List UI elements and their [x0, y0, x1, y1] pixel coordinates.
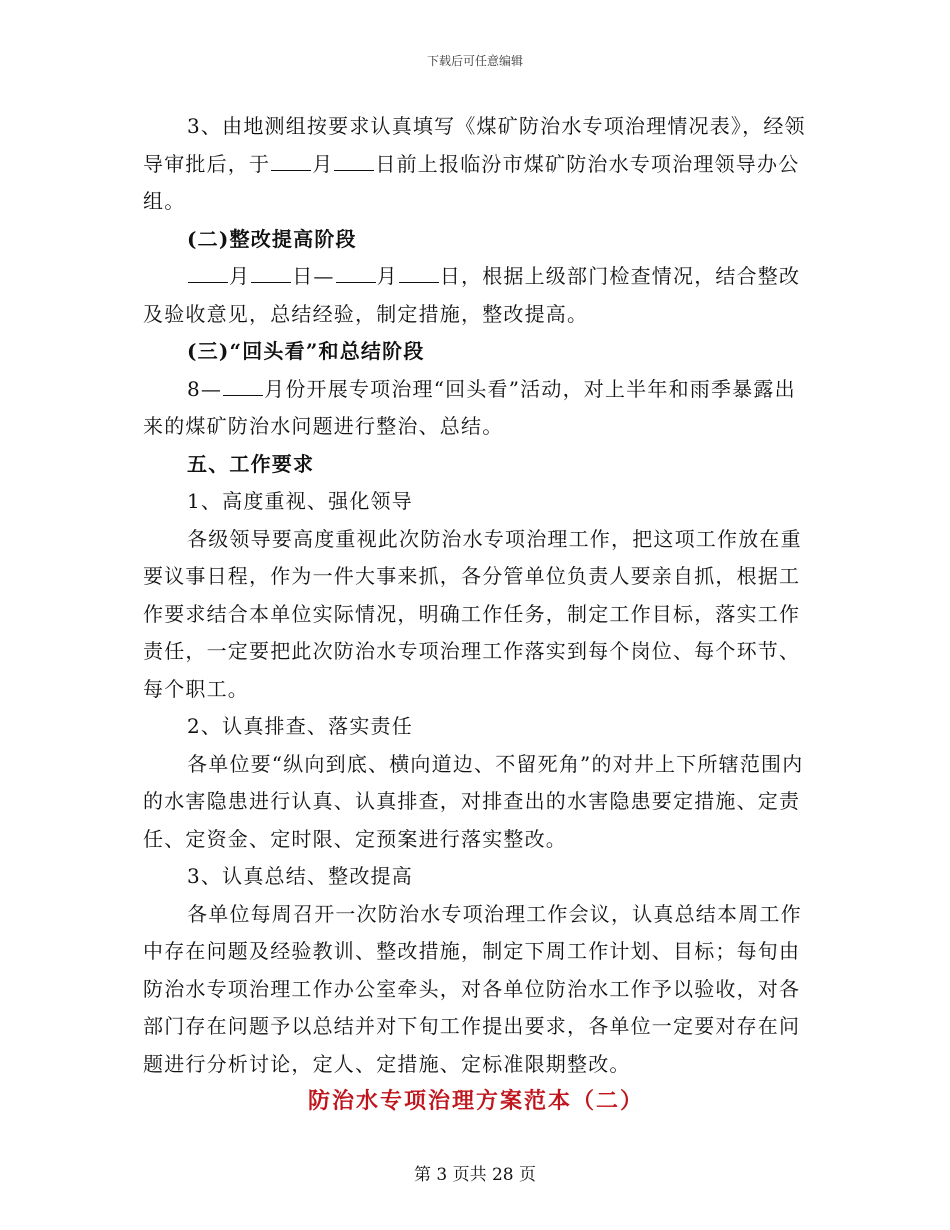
subheading-inspection: 2、认真排查、落实责任: [187, 714, 413, 738]
paragraph-text: 日前上报临汾市煤矿防治水专项治理领导办公组。: [143, 151, 800, 213]
paragraph-leadership: 各级领导要高度重视此次防治水专项治理工作，把这项工作放在重要议事日程，作为一件大事来抓，各分管单位负责人要亲自抓，根据工作要求结合本单位实际情况，明确工作任务，制定工作目标，落实工作责任，一定要把此次防治水专项治理工作落实到每个岗位、每个环节、每个职工。: [143, 526, 802, 701]
fill-blank: [271, 169, 311, 171]
section-heading-review: (三)“回头看”和总结阶段: [187, 339, 425, 363]
paragraph-rectification: [143, 258, 809, 333]
paragraph-text: 日—: [292, 264, 335, 288]
fill-blank: [336, 281, 376, 283]
subheading-leadership: 1、高度重视、强化领导: [187, 489, 413, 513]
section-title: 防治水专项治理方案范本（二）: [307, 1088, 644, 1114]
fill-blank: [223, 394, 263, 396]
fill-blank: [399, 281, 439, 283]
paragraph-text: 月: [229, 264, 251, 288]
paragraph-item-3: [143, 108, 809, 221]
paragraph-summary: 各单位每周召开一次防治水专项治理工作会议，认真总结本周工作中存在问题及经验教训、整改措施，制定下周工作计划、目标；每旬由防治水专项治理工作办公室牵头，对各单位防治水工作予以验收，对各部门存在问题予以总结并对下旬工作提出要求，各单位一定要对存在问题进行分析讨论，定人、定措施、定标准限期整改。: [143, 901, 802, 1076]
paragraph-inspection: 各单位要“纵向到底、横向道边、不留死角”的对井上下所辖范围内的水害隐患进行认真、认真排查，对排查出的水害隐患要定措施、定责任、定资金、定时限、定预案进行落实整改。: [143, 751, 804, 851]
section-heading-requirements: 五、工作要求: [187, 451, 315, 476]
document-body: [143, 108, 809, 1121]
fill-blank: [251, 281, 291, 283]
fill-blank: [334, 169, 374, 171]
header-note: 下载后可任意编辑: [426, 54, 523, 68]
paragraph-text: 月: [376, 264, 398, 288]
section-heading-rectification: (二)整改提高阶段: [187, 226, 357, 251]
fill-blank: [188, 281, 228, 283]
page-footer: 第 3 页共 28 页: [413, 1165, 537, 1185]
paragraph-text: 月: [312, 151, 334, 176]
paragraph-text: 日，根据上级部门检查情况，结合整改及验收意见，总结经验，制定措施，整改提高。: [143, 264, 801, 326]
paragraph-text: 月份开展专项治理“回头看”活动，对上半年和雨季暴露出来的煤矿防治水问题进行整治、总结。: [143, 376, 796, 438]
paragraph-text: 8—: [187, 376, 223, 401]
paragraph-review: [143, 371, 809, 446]
subheading-summary: 3、认真总结、整改提高: [187, 864, 413, 888]
paragraph-text: 3、由地测组按要求认真填写《煤矿防治水专项治理情况表》，经领导审批后，于: [143, 114, 806, 176]
